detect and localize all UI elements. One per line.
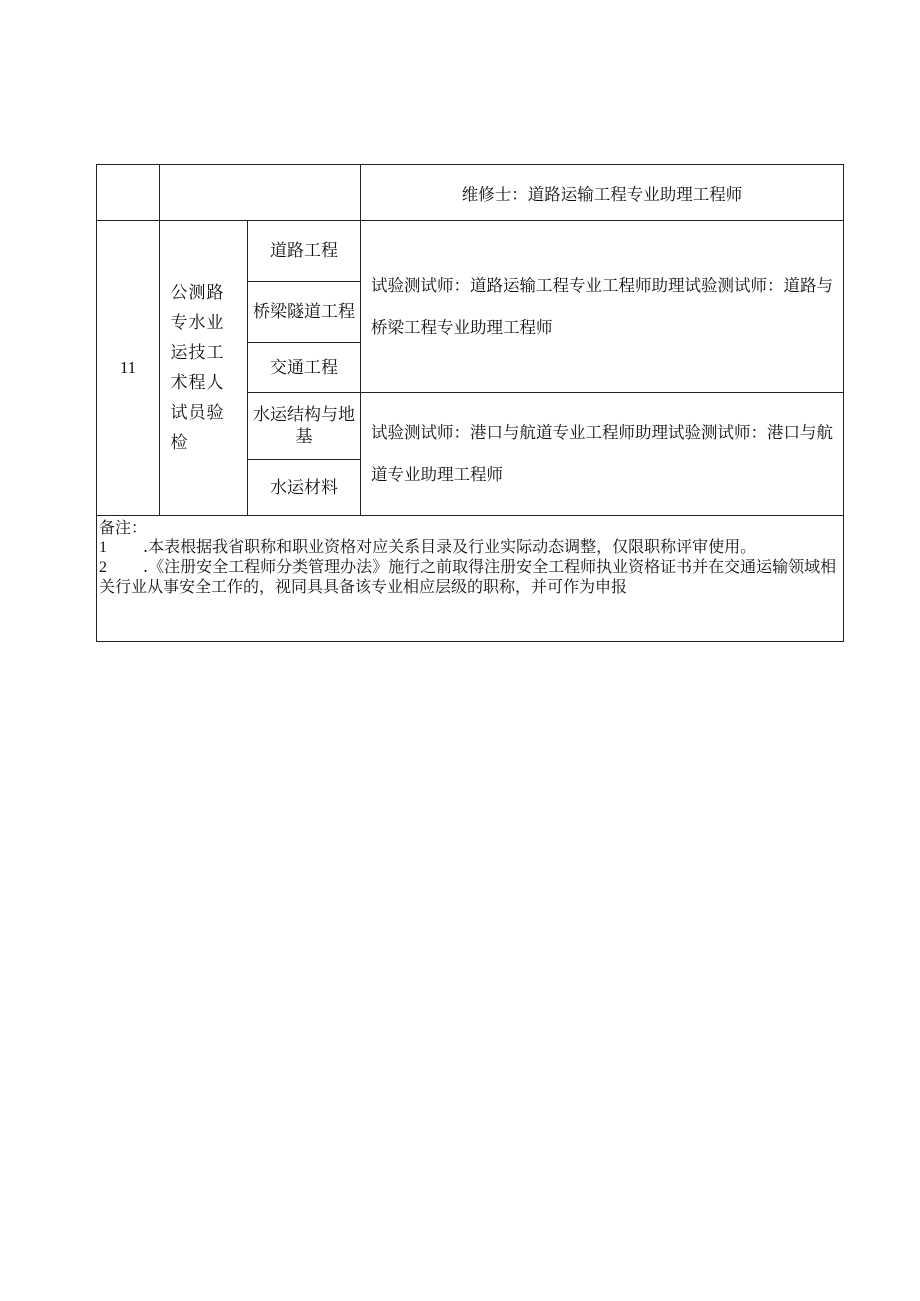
note-item — [99, 537, 843, 557]
table-row — [97, 165, 844, 221]
subcategory-water-material: 水运材料 — [248, 460, 361, 516]
note-text: .本表根据我省职称和职业资格对应关系目录及行业实际动态调整，仅限职称评审使用。 — [143, 537, 757, 556]
table-row — [97, 516, 844, 642]
water-qualification-cell: 试验测试师：港口与航道专业工程师助理试验测试师：港口与航道专业助理工程师 — [361, 393, 844, 516]
subcategory-bridge-tunnel: 桥梁隧道工程 — [248, 282, 361, 343]
note-number: 1 — [99, 539, 107, 556]
note-text: .《注册安全工程师分类管理办法》施行之前取得注册安全工程师执业资格证书并在交通运输领域相关行业从事安全工作的，视同具具备该专业相应层级的职称，并可作为申报 — [99, 557, 837, 596]
row-number: 11 — [97, 221, 160, 516]
road-qualification-cell: 试验测试师：道路运输工程专业工程师助理试验测试师：道路与桥梁工程专业助理工程师 — [361, 221, 844, 393]
notes-title: 备注： — [99, 518, 148, 537]
note-item — [99, 557, 843, 596]
subcategory-traffic: 交通工程 — [248, 343, 361, 393]
maintenance-qualification-cell: 维修士：道路运输工程专业助理工程师 — [361, 165, 844, 221]
category-cell — [160, 221, 248, 516]
subcategory-road: 道路工程 — [248, 221, 361, 282]
empty-cell — [160, 165, 361, 221]
notes-cell — [97, 516, 844, 642]
qualification-table — [96, 164, 844, 642]
empty-cell — [97, 165, 160, 221]
note-number: 2 — [99, 559, 107, 576]
table-row — [97, 221, 844, 282]
category-text: 公测路专水业运技工术程人试员验检 — [170, 283, 225, 453]
subcategory-water-structure: 水运结构与地基 — [248, 393, 361, 460]
